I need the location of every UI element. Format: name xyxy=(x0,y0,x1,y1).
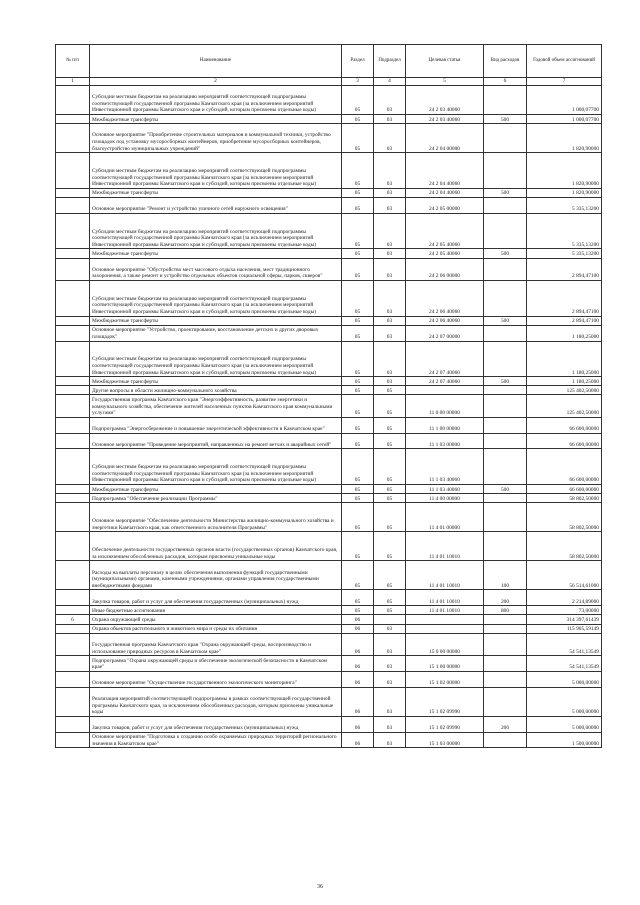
row-vr-cell xyxy=(484,197,527,213)
row-name-cell: Субсидии местным бюджетам на реализацию мероприятий соответствующей подпрограммы соответствующей государственной программы Камчатского края (за исключением мероприятий Инвестиционной программы Камчатского края и субсидий, которым присвоены отдельные коды) xyxy=(90,341,342,377)
table-row xyxy=(56,124,602,153)
row-vr-cell: 800 xyxy=(484,606,527,615)
table-body xyxy=(56,86,602,748)
row-podrazdel-cell: 03 xyxy=(374,341,406,377)
row-csr-cell: 24 2 05 40060 xyxy=(406,249,484,258)
row-name-cell: Подпрограмма "Обеспечение реализации Программы" xyxy=(90,494,342,503)
row-sum-cell: 1 000,07700 xyxy=(527,86,602,115)
row-podrazdel-cell: 03 xyxy=(374,716,406,732)
row-podrazdel-cell: 05 xyxy=(374,532,406,561)
row-podrazdel-cell: 03 xyxy=(374,671,406,687)
row-csr-cell: 11 1 03 40060 xyxy=(406,485,484,494)
table-row xyxy=(56,188,602,197)
row-name-cell: Подпрограмма "Энергосбережение и повышение энергетической эффективности в Камчатском крае" xyxy=(90,417,342,433)
table-row xyxy=(56,153,602,189)
row-razdel-cell: 06 xyxy=(342,716,374,732)
row-razdel-cell: 05 xyxy=(342,197,374,213)
row-razdel-cell: 05 xyxy=(342,188,374,197)
row-sum-cell: 54 541,13549 xyxy=(527,633,602,655)
row-sum-cell: 54 541,13549 xyxy=(527,656,602,672)
row-vr-cell xyxy=(484,624,527,633)
row-num-cell xyxy=(56,197,90,213)
row-sum-cell: 2 214,89000 xyxy=(527,590,602,606)
row-csr-cell xyxy=(406,386,484,395)
row-razdel-cell: 05 xyxy=(342,606,374,615)
table-row xyxy=(56,197,602,213)
row-num-cell xyxy=(56,656,90,672)
row-num-cell xyxy=(56,325,90,341)
row-name-cell: Государственная программа Камчатского края "Охрана окружающей среды, воспроизводство и использование природных ресурсов в Камчатском крае" xyxy=(90,633,342,655)
row-vr-cell xyxy=(484,325,527,341)
row-podrazdel-cell: 03 xyxy=(374,124,406,153)
row-num-cell xyxy=(56,213,90,249)
row-podrazdel-cell: 03 xyxy=(374,377,406,386)
row-name-cell: Закупка товаров, работ и услуг для обеспечения государственных (муниципальных) нужд xyxy=(90,590,342,606)
row-razdel-cell: 05 xyxy=(342,561,374,590)
table-row xyxy=(56,485,602,494)
table-row xyxy=(56,433,602,449)
row-vr-cell xyxy=(484,153,527,189)
table-row xyxy=(56,561,602,590)
row-csr-cell xyxy=(406,624,484,633)
row-csr-cell: 15 1 02 00000 xyxy=(406,671,484,687)
row-podrazdel-cell: 03 xyxy=(374,325,406,341)
row-num-cell xyxy=(56,377,90,386)
row-vr-cell: 100 xyxy=(484,561,527,590)
row-csr-cell: 11 4 01 00000 xyxy=(406,503,484,532)
row-podrazdel-cell: 03 xyxy=(374,188,406,197)
row-razdel-cell: 05 xyxy=(342,325,374,341)
row-podrazdel-cell: 05 xyxy=(374,395,406,417)
header-razdel: Раздел xyxy=(342,45,374,78)
row-csr-cell: 11 4 01 10010 xyxy=(406,590,484,606)
row-vr-cell xyxy=(484,671,527,687)
row-sum-cell: 5 335,13200 xyxy=(527,249,602,258)
row-podrazdel-cell: 05 xyxy=(374,561,406,590)
row-num-cell xyxy=(56,732,90,748)
table-row xyxy=(56,716,602,732)
row-num-cell xyxy=(56,86,90,115)
row-num-cell xyxy=(56,561,90,590)
row-num-cell xyxy=(56,449,90,485)
row-sum-cell: 66 600,00000 xyxy=(527,485,602,494)
row-podrazdel-cell: 05 xyxy=(374,449,406,485)
row-vr-cell xyxy=(484,280,527,316)
row-csr-cell: 15 1 00 00000 xyxy=(406,656,484,672)
header-podrazdel: Подраздел xyxy=(374,45,406,78)
row-sum-cell: 314 397,61439 xyxy=(527,615,602,624)
row-razdel-cell: 05 xyxy=(342,590,374,606)
row-name-cell: Межбюджетные трансферты xyxy=(90,115,342,124)
row-csr-cell: 24 2 06 00000 xyxy=(406,258,484,280)
row-num-cell xyxy=(56,124,90,153)
row-vr-cell xyxy=(484,433,527,449)
row-name-cell: Обеспечение деятельности государственных органов власти (государственных органов) Камчатского края, за исключением обособленных расходов, которым присвоены уникальные коды xyxy=(90,532,342,561)
row-csr-cell: 24 2 07 00000 xyxy=(406,325,484,341)
table-row xyxy=(56,249,602,258)
row-podrazdel-cell: 05 xyxy=(374,386,406,395)
row-num-cell xyxy=(56,433,90,449)
header-num: № п/п xyxy=(56,45,90,78)
row-num-cell xyxy=(56,417,90,433)
table-row xyxy=(56,213,602,249)
row-sum-cell: 66 600,00000 xyxy=(527,449,602,485)
row-name-cell: Основное мероприятие "Устройство, проектирование, восстановление детских и других дворовых площадок" xyxy=(90,325,342,341)
row-podrazdel-cell: 05 xyxy=(374,417,406,433)
row-vr-cell xyxy=(484,503,527,532)
row-razdel-cell: 05 xyxy=(342,316,374,325)
table-row xyxy=(56,732,602,748)
row-name-cell: Подпрограмма "Охрана окружающей среды и обеспечение экологической безопасности в Камчатском крае" xyxy=(90,656,342,672)
row-csr-cell: 11 1 03 40060 xyxy=(406,449,484,485)
row-vr-cell xyxy=(484,732,527,748)
column-index: 6 xyxy=(484,78,527,86)
row-csr-cell: 11 4 00 00000 xyxy=(406,494,484,503)
row-podrazdel-cell: 03 xyxy=(374,280,406,316)
row-name-cell: Межбюджетные трансферты xyxy=(90,377,342,386)
header-row xyxy=(56,45,602,78)
row-razdel-cell: 05 xyxy=(342,417,374,433)
row-csr-cell: 11 0 00 00000 xyxy=(406,395,484,417)
table-row xyxy=(56,494,602,503)
header-name: Наименование xyxy=(90,45,342,78)
row-vr-cell xyxy=(484,633,527,655)
row-name-cell: Основное мероприятие "Обеспечение деятельности Министерства жилищно-коммунального хозяйства и энергетики Камчатского края, как ответственного исполнителя Программы" xyxy=(90,503,342,532)
row-podrazdel-cell: 05 xyxy=(374,433,406,449)
row-sum-cell: 1 820,90000 xyxy=(527,124,602,153)
row-vr-cell xyxy=(484,258,527,280)
row-num-cell xyxy=(56,386,90,395)
row-csr-cell: 24 2 06 40060 xyxy=(406,280,484,316)
row-num-cell xyxy=(56,716,90,732)
table-row xyxy=(56,532,602,561)
row-vr-cell: 500 xyxy=(484,188,527,197)
row-name-cell: Охрана окружающей среды xyxy=(90,615,342,624)
row-vr-cell xyxy=(484,86,527,115)
row-num-cell xyxy=(56,316,90,325)
row-razdel-cell: 05 xyxy=(342,532,374,561)
row-podrazdel-cell: 03 xyxy=(374,86,406,115)
table-row xyxy=(56,503,602,532)
row-name-cell: Иные бюджетные ассигнования xyxy=(90,606,342,615)
header-vr: Вид расходов xyxy=(484,45,527,78)
table-row xyxy=(56,325,602,341)
row-sum-cell: 2 894,47100 xyxy=(527,316,602,325)
row-csr-cell: 15 1 03 00000 xyxy=(406,732,484,748)
row-sum-cell: 66 600,00000 xyxy=(527,417,602,433)
row-podrazdel-cell: 03 xyxy=(374,687,406,716)
row-razdel-cell: 05 xyxy=(342,115,374,124)
row-sum-cell: 58 802,50000 xyxy=(527,532,602,561)
row-csr-cell: 24 2 05 00000 xyxy=(406,197,484,213)
row-name-cell: Субсидии местным бюджетам на реализацию мероприятий соответствующей подпрограммы соответствующей государственной программы Камчатского края (за исключением мероприятий Инвестиционной программы Камчатского края и субсидий, которым присвоены отдельные коды) xyxy=(90,86,342,115)
table-row xyxy=(56,280,602,316)
row-podrazdel-cell: 03 xyxy=(374,197,406,213)
row-name-cell: Межбюджетные трансферты xyxy=(90,188,342,197)
row-num-cell: 6 xyxy=(56,615,90,624)
row-num-cell xyxy=(56,687,90,716)
row-vr-cell xyxy=(484,395,527,417)
row-num-cell xyxy=(56,606,90,615)
row-name-cell: Другие вопросы в области жилищно-коммунального хозяйства xyxy=(90,386,342,395)
row-razdel-cell: 06 xyxy=(342,624,374,633)
row-razdel-cell: 05 xyxy=(342,249,374,258)
row-podrazdel-cell: 03 xyxy=(374,316,406,325)
table-row xyxy=(56,115,602,124)
row-name-cell: Реализация мероприятий соответствующей подпрограммы в рамках соответствующей государственной программы Камчатского края, за исключением обособленных расходов, которым присвоены уникальные коды xyxy=(90,687,342,716)
row-razdel-cell: 05 xyxy=(342,213,374,249)
row-sum-cell: 56 514,61000 xyxy=(527,561,602,590)
row-csr-cell: 24 2 04 40060 xyxy=(406,153,484,189)
row-sum-cell: 125 402,50000 xyxy=(527,386,602,395)
column-index: 2 xyxy=(90,78,342,86)
row-sum-cell: 5 335,13200 xyxy=(527,213,602,249)
table-row xyxy=(56,624,602,633)
row-razdel-cell: 05 xyxy=(342,449,374,485)
row-name-cell: Субсидии местным бюджетам на реализацию мероприятий соответствующей подпрограммы соответствующей государственной программы Камчатского края (за исключением мероприятий Инвестиционной программы Камчатского края и субсидий, которым присвоены отдельные коды) xyxy=(90,153,342,189)
row-vr-cell xyxy=(484,213,527,249)
row-razdel-cell: 05 xyxy=(342,377,374,386)
table-row xyxy=(56,606,602,615)
row-csr-cell: 11 4 01 10010 xyxy=(406,561,484,590)
row-podrazdel-cell: 05 xyxy=(374,503,406,532)
row-podrazdel-cell: 05 xyxy=(374,494,406,503)
row-podrazdel-cell: 03 xyxy=(374,115,406,124)
row-sum-cell: 2 894,47100 xyxy=(527,258,602,280)
row-podrazdel-cell: 05 xyxy=(374,485,406,494)
row-vr-cell: 500 xyxy=(484,485,527,494)
row-sum-cell: 5 000,00000 xyxy=(527,687,602,716)
table-row xyxy=(56,258,602,280)
row-sum-cell: 1 500,00000 xyxy=(527,732,602,748)
row-vr-cell xyxy=(484,417,527,433)
row-podrazdel-cell: 03 xyxy=(374,213,406,249)
row-name-cell: Основное мероприятие "Проведение мероприятий, направленных на ремонт ветхих и аварийных сетей" xyxy=(90,433,342,449)
table-row xyxy=(56,341,602,377)
row-sum-cell: 1 820,90000 xyxy=(527,188,602,197)
row-podrazdel-cell: 03 xyxy=(374,249,406,258)
row-sum-cell: 1 000,07700 xyxy=(527,115,602,124)
column-index: 1 xyxy=(56,78,90,86)
table-row xyxy=(56,656,602,672)
row-razdel-cell: 05 xyxy=(342,280,374,316)
row-name-cell: Субсидии местным бюджетам на реализацию мероприятий соответствующей подпрограммы соответствующей государственной программы Камчатского края (за исключением мероприятий Инвестиционной программы Камчатского края и субсидий, которым присвоены отдельные коды) xyxy=(90,213,342,249)
row-num-cell xyxy=(56,395,90,417)
row-name-cell: Закупка товаров, работ и услуг для обеспечения государственных (муниципальных) нужд xyxy=(90,716,342,732)
column-index: 7 xyxy=(527,78,602,86)
row-name-cell: Субсидии местным бюджетам на реализацию мероприятий соответствующей подпрограммы соответствующей государственной программы Камчатского края (за исключением мероприятий Инвестиционной программы Камчатского края и субсидий, которым присвоены отдельные коды) xyxy=(90,449,342,485)
row-name-cell: Основное мероприятие "Подготовка к созданию особо охраняемых природных территорий регионального значения в Камчатском крае" xyxy=(90,732,342,748)
row-csr-cell: 24 2 03 40060 xyxy=(406,115,484,124)
row-podrazdel-cell: 03 xyxy=(374,153,406,189)
row-vr-cell: 500 xyxy=(484,115,527,124)
row-vr-cell xyxy=(484,656,527,672)
table-row xyxy=(56,377,602,386)
row-vr-cell xyxy=(484,687,527,716)
row-name-cell: Основное мероприятие "Ремонт и устройство уличного сетей наружного освещения" xyxy=(90,197,342,213)
row-sum-cell: 58 802,50000 xyxy=(527,503,602,532)
row-csr-cell: 15 0 00 00000 xyxy=(406,633,484,655)
row-num-cell xyxy=(56,494,90,503)
row-sum-cell: 5 000,00000 xyxy=(527,671,602,687)
row-razdel-cell: 05 xyxy=(342,503,374,532)
row-vr-cell xyxy=(484,532,527,561)
row-num-cell xyxy=(56,624,90,633)
row-sum-cell: 1 820,90000 xyxy=(527,153,602,189)
row-name-cell: Расходы на выплаты персоналу в целях обеспечения выполнения функций государственными (муниципальными) органами, казенными учреждениями, органами управления государственными внебюджетными фондами xyxy=(90,561,342,590)
row-num-cell xyxy=(56,188,90,197)
row-razdel-cell: 05 xyxy=(342,341,374,377)
table-row xyxy=(56,590,602,606)
row-podrazdel-cell: 03 xyxy=(374,258,406,280)
row-csr-cell: 24 2 06 40060 xyxy=(406,316,484,325)
budget-table xyxy=(55,44,602,748)
row-csr-cell: 15 1 02 09990 xyxy=(406,716,484,732)
table-row xyxy=(56,633,602,655)
row-razdel-cell: 06 xyxy=(342,732,374,748)
header-csr: Целевая статья xyxy=(406,45,484,78)
row-razdel-cell: 05 xyxy=(342,494,374,503)
row-num-cell xyxy=(56,485,90,494)
row-sum-cell: 1 180,25000 xyxy=(527,341,602,377)
row-num-cell xyxy=(56,590,90,606)
table-row xyxy=(56,449,602,485)
row-podrazdel-cell: 03 xyxy=(374,624,406,633)
table-row xyxy=(56,86,602,115)
row-razdel-cell: 06 xyxy=(342,687,374,716)
row-num-cell xyxy=(56,633,90,655)
column-index-row xyxy=(56,78,602,86)
row-podrazdel-cell: 03 xyxy=(374,656,406,672)
row-csr-cell: 11 1 00 00000 xyxy=(406,417,484,433)
row-podrazdel-cell xyxy=(374,615,406,624)
row-vr-cell: 500 xyxy=(484,249,527,258)
row-vr-cell xyxy=(484,341,527,377)
row-razdel-cell: 05 xyxy=(342,386,374,395)
row-csr-cell xyxy=(406,615,484,624)
row-sum-cell: 5 335,13200 xyxy=(527,197,602,213)
row-name-cell: Межбюджетные трансферты xyxy=(90,249,342,258)
column-index: 3 xyxy=(342,78,374,86)
row-name-cell: Основное мероприятие "Обустройство мест массового отдыха населения, мест традиционного захоронения, а также ремонт и устройство отдельных объектов социальной сферы, парков, скверов" xyxy=(90,258,342,280)
row-csr-cell: 24 2 05 40060 xyxy=(406,213,484,249)
column-index: 5 xyxy=(406,78,484,86)
page-number: 36 xyxy=(317,884,323,890)
row-vr-cell xyxy=(484,494,527,503)
row-name-cell: Государственная программа Камчатского края "Энергоэффективность, развитие энергетики и коммунального хозяйства, обеспечение жителей населенных пунктов Камчатского края коммунальными услугами" xyxy=(90,395,342,417)
column-index: 4 xyxy=(374,78,406,86)
row-vr-cell xyxy=(484,386,527,395)
row-csr-cell: 15 1 02 09990 xyxy=(406,687,484,716)
row-vr-cell: 200 xyxy=(484,716,527,732)
row-vr-cell: 500 xyxy=(484,377,527,386)
row-name-cell: Субсидии местным бюджетам на реализацию мероприятий соответствующей подпрограммы соответствующей государственной программы Камчатского края (за исключением мероприятий Инвестиционной программы Камчатского края и субсидий, которым присвоены отдельные коды) xyxy=(90,280,342,316)
row-vr-cell: 200 xyxy=(484,590,527,606)
row-name-cell: Охрана объектов растительного и животного мира и среды их обитания xyxy=(90,624,342,633)
row-sum-cell: 58 802,50000 xyxy=(527,494,602,503)
row-razdel-cell: 05 xyxy=(342,433,374,449)
row-num-cell xyxy=(56,341,90,377)
row-sum-cell: 5 000,00000 xyxy=(527,716,602,732)
row-num-cell xyxy=(56,671,90,687)
row-num-cell xyxy=(56,503,90,532)
row-razdel-cell: 06 xyxy=(342,656,374,672)
row-num-cell xyxy=(56,115,90,124)
row-sum-cell: 115 905,59149 xyxy=(527,624,602,633)
row-csr-cell: 24 2 07 40060 xyxy=(406,341,484,377)
row-num-cell xyxy=(56,153,90,189)
table-row xyxy=(56,687,602,716)
row-podrazdel-cell: 03 xyxy=(374,732,406,748)
row-sum-cell: 66 600,00000 xyxy=(527,433,602,449)
row-csr-cell: 24 2 03 40060 xyxy=(406,86,484,115)
row-csr-cell: 24 2 04 00000 xyxy=(406,124,484,153)
row-name-cell: Межбюджетные трансферты xyxy=(90,316,342,325)
row-sum-cell: 1 180,25000 xyxy=(527,325,602,341)
row-name-cell: Межбюджетные трансферты xyxy=(90,485,342,494)
row-sum-cell: 2 894,47100 xyxy=(527,280,602,316)
row-num-cell xyxy=(56,532,90,561)
table-row xyxy=(56,671,602,687)
row-podrazdel-cell: 03 xyxy=(374,633,406,655)
row-podrazdel-cell: 05 xyxy=(374,606,406,615)
row-name-cell: Основное мероприятие "Осуществление государственного экологического мониторинга" xyxy=(90,671,342,687)
table-row xyxy=(56,386,602,395)
row-vr-cell xyxy=(484,615,527,624)
row-num-cell xyxy=(56,280,90,316)
row-podrazdel-cell: 05 xyxy=(374,590,406,606)
row-razdel-cell: 05 xyxy=(342,485,374,494)
row-vr-cell xyxy=(484,449,527,485)
row-num-cell xyxy=(56,249,90,258)
row-sum-cell: 73,00000 xyxy=(527,606,602,615)
row-razdel-cell: 05 xyxy=(342,124,374,153)
row-razdel-cell: 05 xyxy=(342,258,374,280)
row-csr-cell: 11 4 01 10010 xyxy=(406,606,484,615)
row-csr-cell: 11 4 01 10010 xyxy=(406,532,484,561)
row-razdel-cell: 05 xyxy=(342,395,374,417)
row-razdel-cell: 05 xyxy=(342,86,374,115)
row-name-cell: Основное мероприятие "Приобретение строительных материалов и коммунальной техники, устройство площадок под установку мусоросборных контейнеров, приобретение мусоросборных контейнеров, благоустройство муниципальных учреждений" xyxy=(90,124,342,153)
row-sum-cell: 1 180,25000 xyxy=(527,377,602,386)
table-row xyxy=(56,395,602,417)
row-razdel-cell: 06 xyxy=(342,633,374,655)
row-razdel-cell: 06 xyxy=(342,671,374,687)
row-vr-cell xyxy=(484,124,527,153)
row-razdel-cell: 06 xyxy=(342,615,374,624)
row-razdel-cell: 05 xyxy=(342,153,374,189)
row-num-cell xyxy=(56,258,90,280)
row-vr-cell: 500 xyxy=(484,316,527,325)
table-row xyxy=(56,316,602,325)
row-sum-cell: 125 402,50000 xyxy=(527,395,602,417)
row-csr-cell: 11 1 03 00000 xyxy=(406,433,484,449)
row-csr-cell: 24 2 07 40060 xyxy=(406,377,484,386)
table-row xyxy=(56,417,602,433)
header-sum: Годовой объем ассигнований xyxy=(527,45,602,78)
table-row xyxy=(56,615,602,624)
row-csr-cell: 24 2 04 40060 xyxy=(406,188,484,197)
